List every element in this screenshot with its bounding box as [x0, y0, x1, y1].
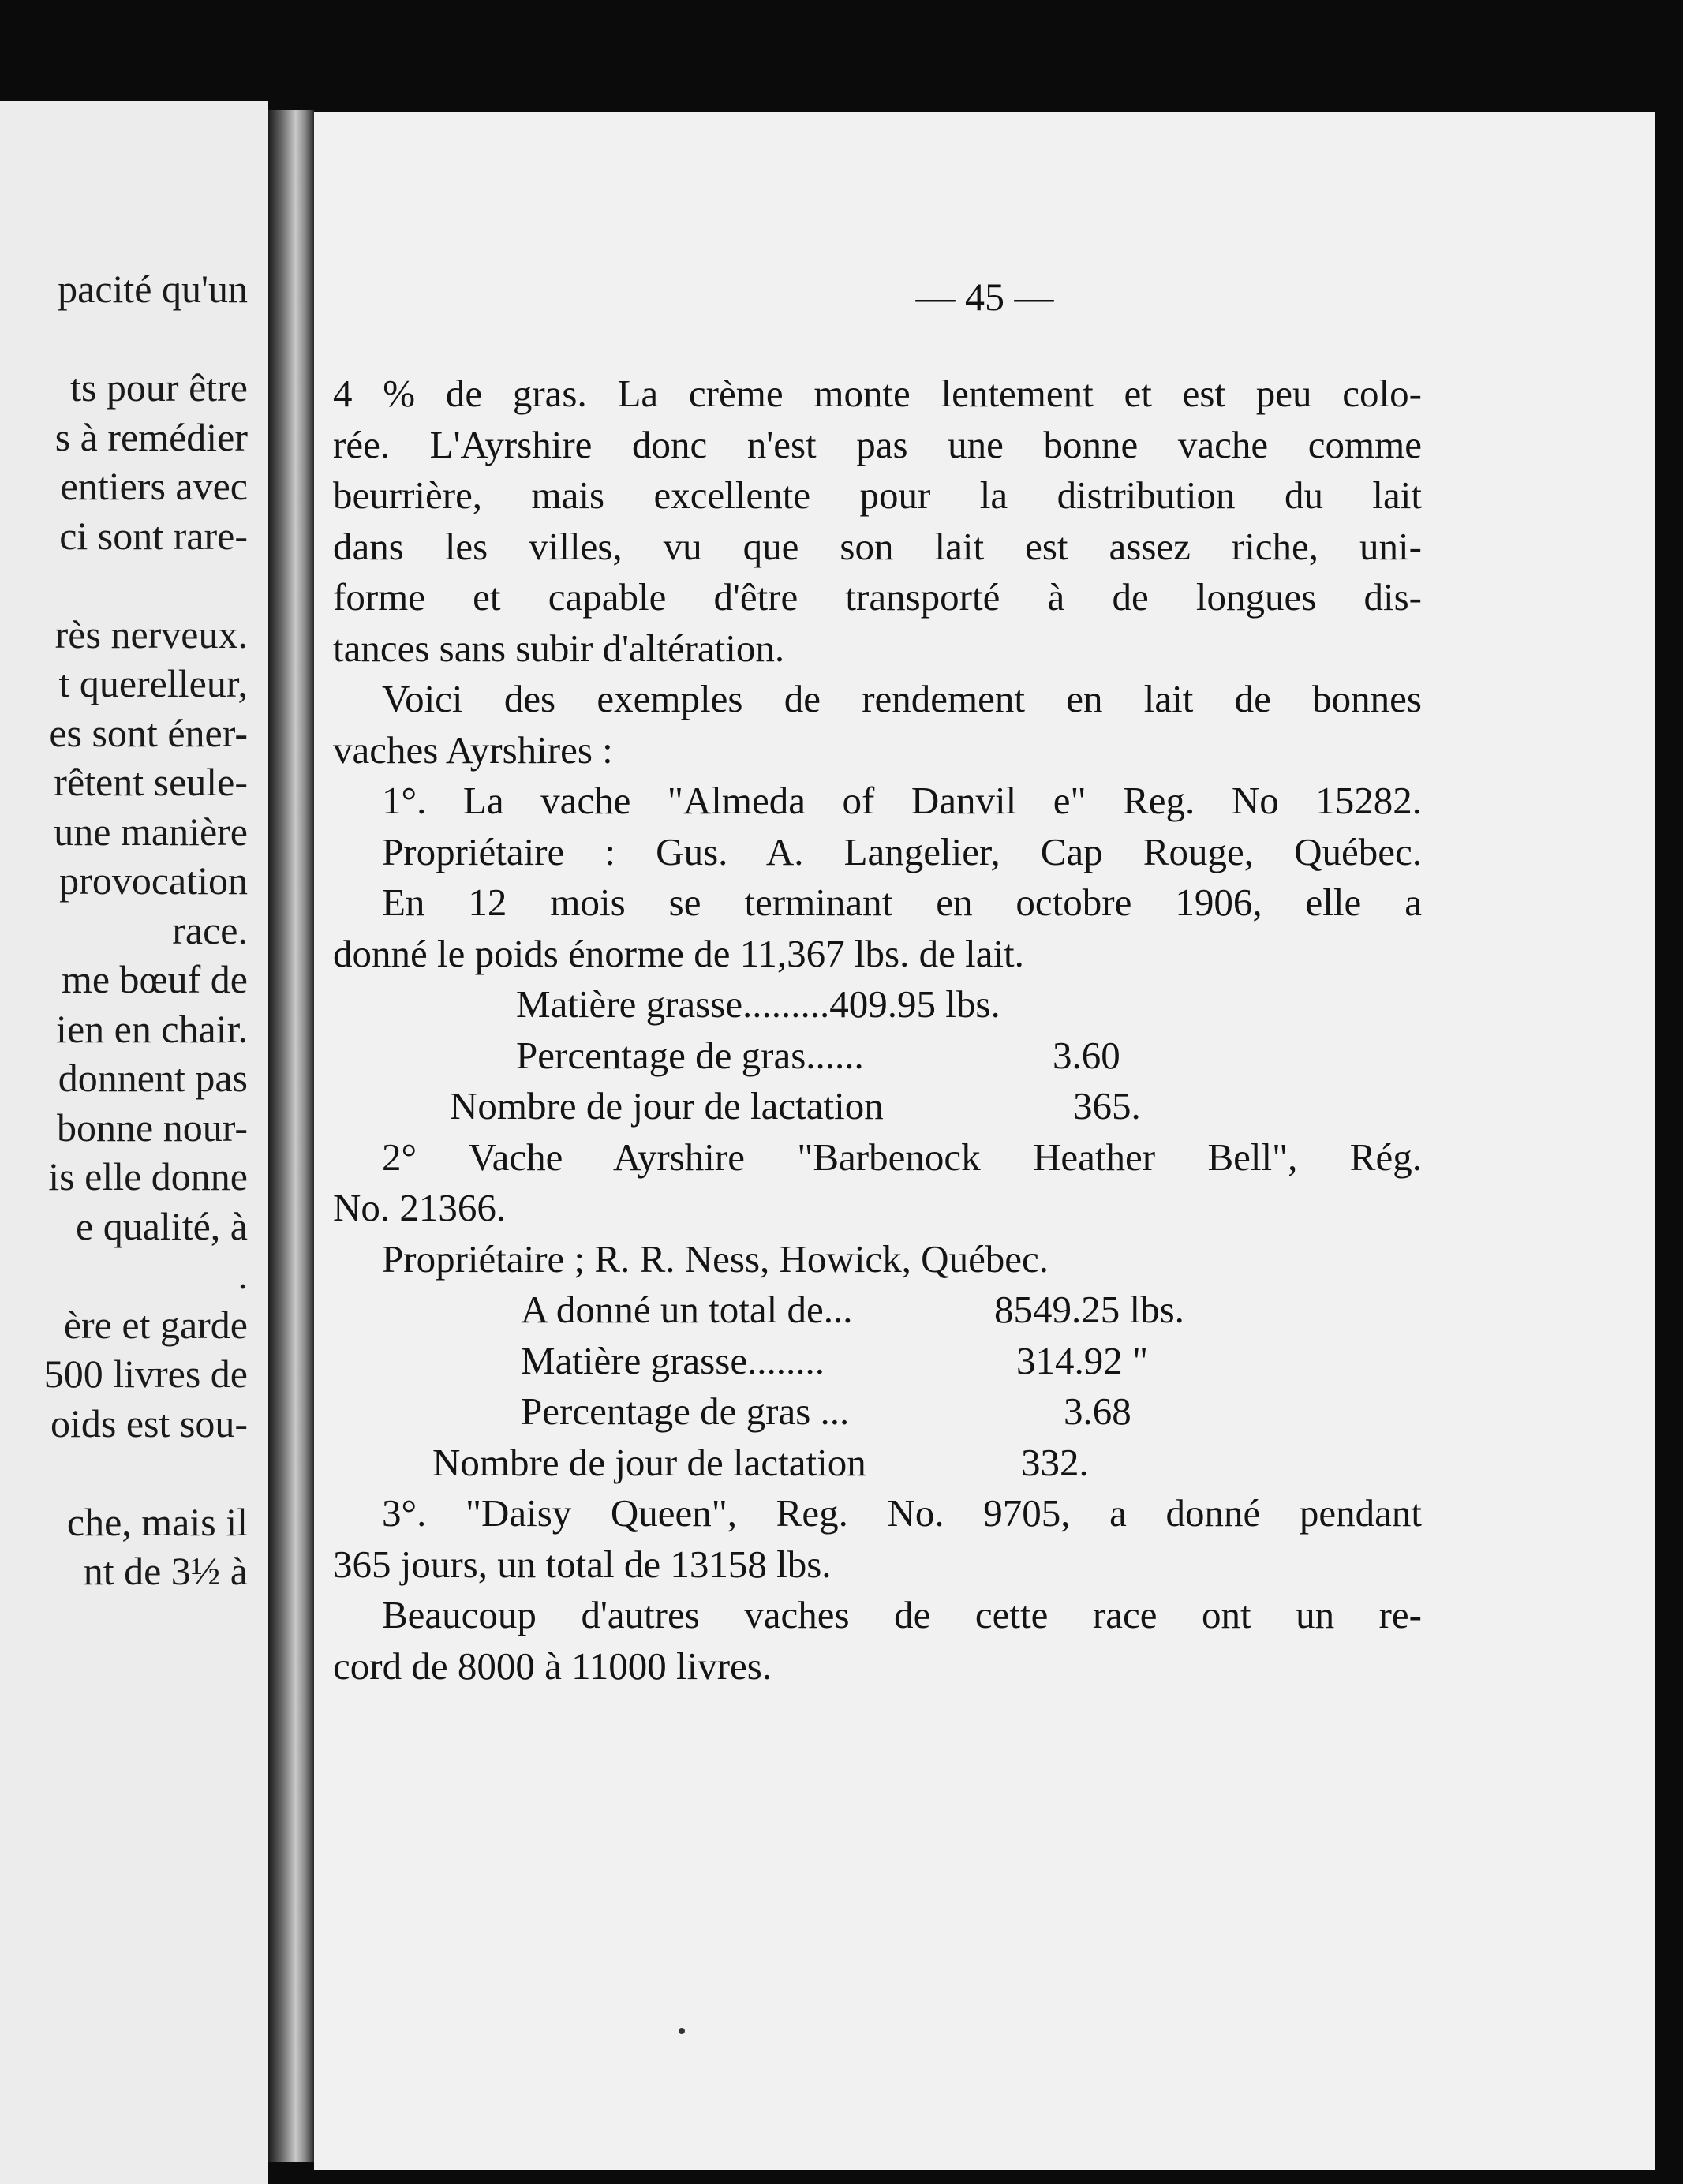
row-value: 332. — [1021, 1440, 1089, 1484]
example-2-title: 2° Vache Ayrshire "Barbenock Heather Bell", Rég. — [382, 1135, 1422, 1179]
example-2-owner: Propriétaire ; R. R. Ness, Howick, Québec. — [382, 1236, 1049, 1281]
paragraph-3-line: Beaucoup d'autres vaches de cette race ont un re- — [382, 1593, 1422, 1636]
example-1-row-lactation — [333, 1081, 1422, 1132]
left-page-line: nt de 3½ à — [83, 1549, 248, 1593]
example-2-title: No. 21366. — [333, 1186, 507, 1229]
right-page — [314, 112, 1655, 2170]
row-label: Matière grasse.........409.95 lbs. — [516, 982, 1000, 1026]
left-page-line: e qualité, à — [76, 1203, 248, 1248]
example-1-row-fat — [333, 979, 1422, 1030]
left-page-fragment — [0, 101, 268, 2184]
row-value: 3.68 — [1064, 1389, 1131, 1433]
example-1-title: 1°. La vache "Almeda of Danvil e" Reg. No 15282. — [382, 779, 1422, 822]
row-value: 314.92 " — [1016, 1338, 1149, 1382]
left-page-line: 500 livres de — [43, 1352, 248, 1396]
example-1-text: donné le poids énorme de 11,367 lbs. de lait. — [333, 931, 1024, 975]
example-1-owner: Propriétaire : Gus. A. Langelier, Cap Rouge, Québec. — [382, 829, 1422, 873]
left-page-line: es sont éner- — [49, 710, 248, 755]
paragraph-1-line: rée. L'Ayrshire donc n'est pas une bonne vache comme — [333, 422, 1422, 466]
paragraph-1-line: 4 % de gras. La crème monte lentement et est peu colo- — [333, 372, 1422, 415]
left-page-line: me bœuf de — [61, 957, 248, 1001]
left-page-line: ci sont rare- — [59, 513, 248, 558]
left-page-line: ien en chair. — [56, 1006, 248, 1051]
example-1-text: En 12 mois se terminant en octobre 1906, elle a — [382, 881, 1422, 924]
row-label: Percentage de gras...... — [516, 1033, 864, 1077]
left-page-line: bonne nour- — [57, 1105, 248, 1150]
paragraph-2-line: vaches Ayrshires : — [333, 727, 613, 772]
left-page-line: rès nerveux. — [54, 611, 248, 656]
example-2-row-lactation — [333, 1438, 1422, 1489]
left-page-line: che, mais il — [66, 1499, 248, 1544]
row-label: Matière grasse........ — [521, 1338, 825, 1382]
paragraph-1-line: beurrière, mais excellente pour la distribution du lait — [333, 473, 1422, 517]
paragraph-2-line: Voici des exemples de rendement en lait de bonnes — [382, 677, 1422, 720]
left-page-line: une manière — [54, 809, 248, 854]
example-3-line: 365 jours, un total de 13158 lbs. — [333, 1542, 832, 1586]
example-2-row-percentage — [333, 1386, 1422, 1438]
left-page-line: race. — [172, 907, 248, 952]
left-page-line: t querelleur, — [58, 661, 248, 705]
left-page-line: ère et garde — [63, 1302, 248, 1347]
paragraph-1-line: forme et capable d'être transporté à de longues dis- — [333, 575, 1422, 619]
paragraph-3-line: cord de 8000 à 11000 livres. — [333, 1644, 772, 1688]
left-page-line: pacité qu'un — [58, 267, 248, 311]
example-2-row-fat — [333, 1336, 1422, 1387]
book-gutter — [268, 110, 314, 2162]
left-page-line: ts pour être — [70, 365, 248, 410]
left-page-line: donnent pas — [58, 1056, 248, 1100]
example-1-row-percentage — [333, 1030, 1422, 1082]
paragraph-1-line: tances sans subir d'altération. — [333, 626, 785, 670]
row-label: Nombre de jour de lactation — [432, 1440, 866, 1484]
left-page-line: oids est sou- — [50, 1401, 248, 1445]
row-value: 8549.25 lbs. — [994, 1288, 1184, 1331]
example-2-row-total — [333, 1285, 1422, 1336]
row-label: Nombre de jour de lactation — [450, 1084, 884, 1128]
paragraph-1-line: dans les villes, vu que son lait est assez riche, uni- — [333, 524, 1422, 568]
row-label: A donné un total de... — [521, 1288, 853, 1331]
left-page-line: provocation — [59, 858, 248, 903]
left-page-line: . — [237, 1253, 248, 1297]
example-3-line: 3°. "Daisy Queen", Reg. No. 9705, a donné pendant — [382, 1491, 1422, 1535]
left-page-line: s à remédier — [54, 414, 248, 459]
left-page-line: is elle donne — [48, 1154, 248, 1199]
row-label: Percentage de gras ... — [521, 1389, 850, 1433]
left-page-line: rêtent seule- — [54, 760, 248, 804]
page-number: — 45 — — [915, 275, 1054, 319]
row-value: 365. — [1073, 1084, 1141, 1128]
left-page-line: entiers avec — [60, 464, 248, 508]
body-text — [333, 368, 1422, 1692]
row-value: 3.60 — [1053, 1033, 1120, 1077]
paper-speck — [679, 2028, 685, 2034]
